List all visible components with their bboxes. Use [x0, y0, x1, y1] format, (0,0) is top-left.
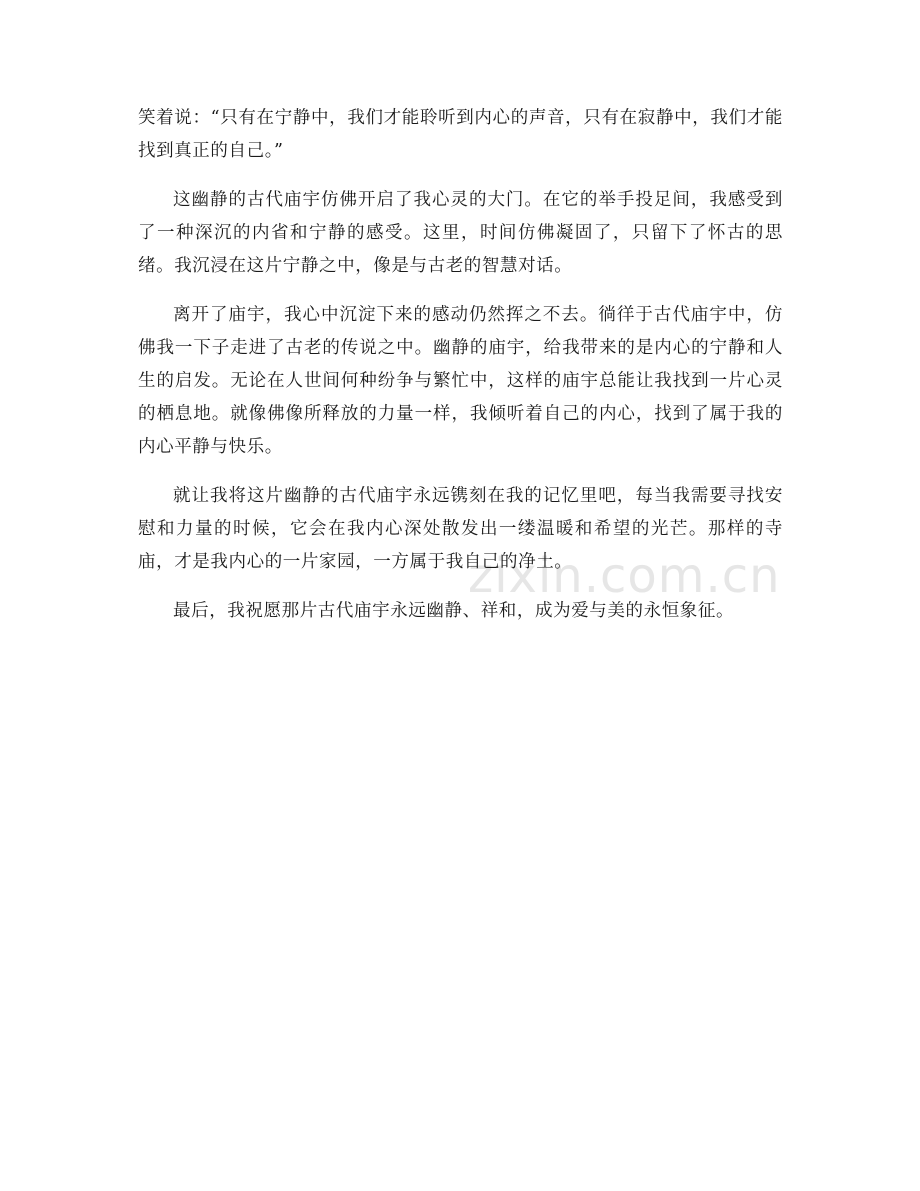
paragraph-1: 笑着说：“只有在宁静中，我们才能聆听到内心的声音，只有在寂静中，我们才能找到真正的自己。” — [138, 108, 783, 161]
paragraph-3: 离开了庙宇，我心中沉淀下来的感动仍然挥之不去。徜徉于古代庙宇中，仿佛我一下子走进了古老的传说之中。幽静的庙宇，给我带来的是内心的宁静和人生的启发。无论在人世间何种纷争与繁忙中，这样的庙宇总能让我找到一片心灵的栖息地。就像佛像所释放的力量一样，我倾听着自己的内心，找到了属于我的内心平静与快乐。 — [138, 305, 783, 457]
paragraph-4: 就让我将这片幽静的古代庙宇永远镌刻在我的记忆里吧，每当我需要寻找安慰和力量的时候，它会在我内心深处散发出一缕温暖和希望的光芒。那样的寺庙，才是我内心的一片家园，一方属于我自己的净土。 — [138, 486, 783, 572]
paragraph-5: 最后，我祝愿那片古代庙宇永远幽静、祥和，成为爱与美的永恒象征。 — [173, 601, 735, 621]
watermark: zixin.com.cn — [468, 548, 781, 604]
document-body — [138, 102, 783, 644]
paragraph-2: 这幽静的古代庙宇仿佛开启了我心灵的大门。在它的举手投足间，我感受到了一种深沉的内省和宁静的感受。这里，时间仿佛凝固了，只留下了怀古的思绪。我沉浸在这片宁静之中，像是与古老的智慧对话。 — [138, 190, 783, 276]
